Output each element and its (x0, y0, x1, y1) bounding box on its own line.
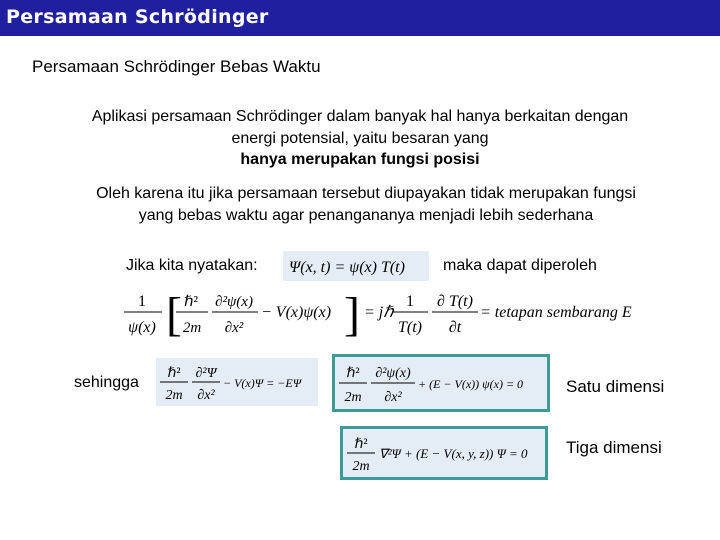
eq-one-2: 1 (406, 293, 414, 310)
title-bar (0, 0, 720, 36)
eq-2m: 2m (165, 388, 183, 403)
jika-label: Jika kita nyatakan: (126, 257, 258, 274)
page-title: Persamaan Schrödinger (6, 6, 269, 28)
sehingga-label: sehingga (74, 374, 139, 391)
eq-minus-vpsi: − V(x)ψ(x) (261, 304, 332, 321)
eq-dx2: ∂x² (224, 320, 244, 336)
tiga-dimensi-label: Tiga dimensi (566, 438, 662, 457)
para1-line2: energi potensial, yaitu besaran yang (231, 130, 489, 147)
tiga-dimensi-equation (343, 429, 545, 477)
eq-hbar2: ℏ² (167, 366, 181, 381)
eq-psi-x: ψ(x) (128, 319, 156, 336)
bracket-right: ] (344, 288, 360, 341)
eq-rest: − V(x)Ψ = −EΨ (223, 376, 302, 390)
section-heading: Persamaan Schrödinger Bebas Waktu (32, 57, 321, 76)
eq-rhs: = tetapan sembarang E (480, 304, 632, 321)
eq-d2psi: ∂²ψ(x) (375, 366, 411, 381)
eq-2m: 2m (352, 459, 370, 474)
para2-line2: yang bebas waktu agar penangananya menjadi lebih sederhana (138, 207, 594, 224)
eq-equals-j: = jℏ (364, 304, 394, 321)
separation-equation (283, 251, 429, 281)
eq-hbar2: ℏ² (354, 437, 368, 452)
tiga-dimensi-equation-box (340, 426, 548, 480)
eq-d2psi: ∂²Ψ (195, 366, 217, 381)
eq-dt: ∂t (448, 319, 462, 336)
satu-dimensi-label: Satu dimensi (566, 377, 665, 396)
eq-2m: 2m (182, 320, 202, 336)
eq-hbar2: ℏ² (183, 294, 199, 310)
eq-rest: ∇²Ψ + (E − V(x, y, z)) Ψ = 0 (379, 446, 528, 461)
eq-T-t: T(t) (398, 319, 422, 336)
satu-dimensi-equation-box (332, 354, 550, 412)
para1-line3: hanya merupakan fungsi posisi (240, 151, 480, 168)
bracket-left: [ (166, 288, 182, 341)
eq-2m: 2m (344, 390, 362, 405)
eq-rest: + (E − V(x)) ψ(x) = 0 (418, 377, 524, 391)
eq-hbar2: ℏ² (346, 366, 360, 381)
sehingga-equation-box (156, 358, 318, 406)
maka-label: maka dapat diperoleh (443, 257, 597, 274)
eq-dx2: ∂x² (197, 388, 215, 403)
eq-d2psi: ∂²ψ(x) (215, 294, 253, 310)
separation-equation-box (283, 251, 429, 281)
separation-equation-text: Ψ(x, t) = ψ(x) T(t) (289, 259, 405, 276)
main-equation (118, 284, 648, 344)
eq-dT: ∂ T(t) (437, 293, 473, 310)
satu-dimensi-equation (335, 357, 547, 409)
para2-line1: Oleh karena itu jika persamaan tersebut diupayakan tidak merupakan fungsi (96, 185, 636, 202)
sehingga-equation (156, 358, 318, 406)
eq-one: 1 (138, 293, 146, 310)
para1-line1: Aplikasi persamaan Schrödinger dalam banyak hal hanya berkaitan dengan (91, 108, 629, 125)
eq-dx2: ∂x² (384, 390, 402, 405)
